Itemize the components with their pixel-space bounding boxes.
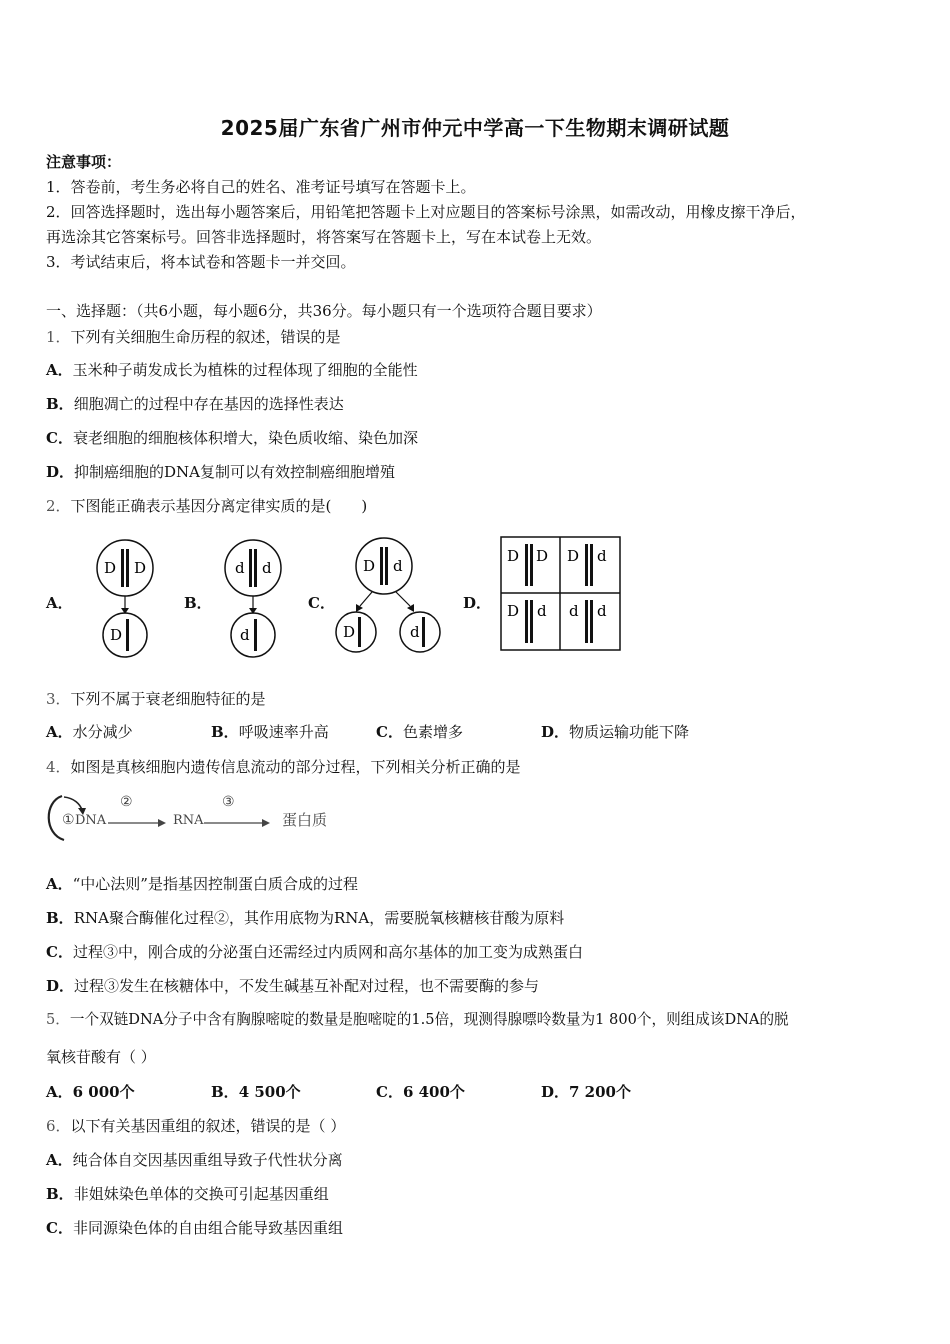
gene-label: d xyxy=(393,557,403,575)
option-text: 呼吸速率升高 xyxy=(238,723,329,741)
gene-label: d xyxy=(597,602,607,620)
gene-label: D xyxy=(567,547,580,565)
option-text: 抑制癌细胞的DNA复制可以有效控制癌细胞增殖 xyxy=(74,463,396,481)
question-6-stem xyxy=(46,1116,345,1136)
q4-option-d[interactable] xyxy=(46,976,539,996)
option-text: 纯合体自交因基因重组导致子代性状分离 xyxy=(72,1151,343,1169)
question-number: 5． xyxy=(46,1011,70,1028)
gene-label: D xyxy=(343,623,356,641)
gene-label: d xyxy=(569,602,579,620)
page-title: 2025届广东省广州市仲元中学高一下生物期末调研试题 xyxy=(220,116,730,140)
q4-option-a[interactable] xyxy=(46,874,358,894)
q3-option-b[interactable] xyxy=(211,722,329,742)
question-5-stem xyxy=(46,1010,789,1030)
q2-label-c[interactable]: C． xyxy=(308,594,335,612)
option-label: B． xyxy=(46,909,74,927)
q3-option-a[interactable] xyxy=(46,722,133,742)
option-text: 过程③中，刚合成的分泌蛋白还需经过内质网和高尔基体的加工变为成熟蛋白 xyxy=(72,943,583,961)
question-4-stem xyxy=(46,757,521,777)
gene-label: D xyxy=(134,559,147,577)
option-label: D． xyxy=(541,723,570,741)
question-1-stem xyxy=(46,327,341,347)
option-label: B． xyxy=(211,723,239,741)
step-2-label: ② xyxy=(120,794,133,810)
gene-label: D xyxy=(507,602,520,620)
option-label: A． xyxy=(46,1151,73,1169)
question-3-stem xyxy=(46,689,266,709)
option-text: 6 400个 xyxy=(402,1083,465,1101)
option-text: 过程③发生在核糖体中，不发生碱基互补配对过程，也不需要酶的参与 xyxy=(74,977,540,995)
q1-option-b[interactable] xyxy=(46,394,344,414)
option-text: 非姐妹染色单体的交换可引起基因重组 xyxy=(73,1185,329,1203)
option-label: B． xyxy=(211,1083,239,1101)
q4-option-b[interactable] xyxy=(46,908,564,928)
q1-option-d[interactable] xyxy=(46,462,395,482)
option-label: C． xyxy=(376,1083,403,1101)
option-label: D． xyxy=(46,977,75,995)
question-text: 下图能正确表示基因分离定律实质的是( ) xyxy=(70,497,368,515)
gene-label: D xyxy=(507,547,520,565)
notice-heading: 注意事项： xyxy=(46,153,122,171)
option-label: D． xyxy=(541,1083,570,1101)
option-label: A． xyxy=(46,361,73,379)
gene-label: d xyxy=(410,623,420,641)
q5-option-a[interactable] xyxy=(46,1082,135,1102)
question-number: 2． xyxy=(46,497,71,515)
q2-label-b[interactable]: B． xyxy=(184,594,212,612)
notice-item: 3．考试结束后，将本试卷和答题卡一并交回。 xyxy=(46,253,356,271)
notice-item: 1．答卷前，考生务必将自己的姓名、准考证号填写在答题卡上。 xyxy=(46,178,476,196)
q6-option-a[interactable] xyxy=(46,1150,343,1170)
option-label: C． xyxy=(376,723,403,741)
q2-label-a[interactable]: A． xyxy=(46,594,73,612)
option-text: 非同源染色体的自由组合能导致基因重组 xyxy=(72,1219,343,1237)
q5-option-c[interactable] xyxy=(376,1082,465,1102)
option-text: “中心法则”是指基因控制蛋白质合成的过程 xyxy=(72,875,358,893)
q2-figure-c xyxy=(334,536,450,660)
option-text: 细胞凋亡的过程中存在基因的选择性表达 xyxy=(73,395,344,413)
gene-label: D xyxy=(363,557,376,575)
protein-label: 蛋白质 xyxy=(282,811,328,829)
step-1-label: ① xyxy=(62,812,75,828)
gene-label: D xyxy=(104,559,117,577)
question-text: 以下有关基因重组的叙述，错误的是（ ） xyxy=(70,1117,346,1135)
option-label: A． xyxy=(46,875,73,893)
q4-option-c[interactable] xyxy=(46,942,583,962)
q4-flow-diagram xyxy=(42,788,342,848)
option-label: D． xyxy=(46,463,75,481)
gene-label: d xyxy=(235,559,245,577)
q2-figure-b xyxy=(216,538,296,660)
option-text: 水分减少 xyxy=(72,723,133,741)
question-2-stem xyxy=(46,496,367,516)
question-5-stem-cont: 氧核苷酸有（ ） xyxy=(46,1048,156,1066)
option-label: A． xyxy=(46,1083,73,1101)
option-text: RNA聚合酶催化过程②，其作用底物为RNA，需要脱氧核糖核苷酸为原料 xyxy=(73,909,565,927)
option-label: B． xyxy=(46,395,74,413)
gene-label: d xyxy=(597,547,607,565)
option-text: 6 000个 xyxy=(72,1083,135,1101)
notice-item: 再选涂其它答案标号。回答非选择题时，将答案写在答题卡上，写在本试卷上无效。 xyxy=(46,228,602,246)
question-text: 如图是真核细胞内遗传信息流动的部分过程，下列相关分析正确的是 xyxy=(70,758,521,776)
q3-option-c[interactable] xyxy=(376,722,463,742)
q5-option-b[interactable] xyxy=(211,1082,301,1102)
gene-label: d xyxy=(240,626,250,644)
option-text: 衰老细胞的细胞核体积增大，染色质收缩、染色加深 xyxy=(72,429,418,447)
question-text: 一个双链DNA分子中含有胸腺嘧啶的数量是胞嘧啶的1.5倍，现测得腺嘌呤数量为1 800个，则组成该DNA的脱 xyxy=(69,1011,789,1028)
q5-option-d[interactable] xyxy=(541,1082,631,1102)
option-label: C． xyxy=(46,1219,73,1237)
q6-option-c[interactable] xyxy=(46,1218,343,1238)
q1-option-a[interactable] xyxy=(46,360,418,380)
question-number: 1． xyxy=(46,328,71,346)
question-text: 下列有关细胞生命历程的叙述，错误的是 xyxy=(70,328,341,346)
option-label: A． xyxy=(46,723,73,741)
option-text: 7 200个 xyxy=(569,1083,631,1101)
gene-label: d xyxy=(537,602,547,620)
question-number: 3． xyxy=(46,690,71,708)
dna-label: DNA xyxy=(75,813,107,828)
q6-option-b[interactable] xyxy=(46,1184,329,1204)
gene-label: d xyxy=(262,559,272,577)
gene-label: D xyxy=(110,626,123,644)
question-text: 下列不属于衰老细胞特征的是 xyxy=(70,690,266,708)
option-text: 色素增多 xyxy=(402,723,463,741)
q1-option-c[interactable] xyxy=(46,428,418,448)
option-label: B． xyxy=(46,1185,74,1203)
option-text: 玉米种子萌发成长为植株的过程体现了细胞的全能性 xyxy=(72,361,418,379)
option-label: C． xyxy=(46,943,73,961)
q2-figure-a xyxy=(88,538,168,660)
notice-item: 2．回答选择题时，选出每小题答案后，用铅笔把答题卡上对应题目的答案标号涂黑，如需改动，用橡皮擦干净后， xyxy=(46,203,806,221)
rna-label: RNA xyxy=(173,813,204,828)
question-number: 4． xyxy=(46,758,71,776)
gene-label: D xyxy=(536,547,549,565)
question-number: 6． xyxy=(46,1117,71,1135)
q2-label-d[interactable]: D． xyxy=(463,594,492,612)
step-3-label: ③ xyxy=(222,794,235,810)
q3-option-d[interactable] xyxy=(541,722,689,742)
section-heading: 一、选择题：（共6小题，每小题6分，共36分。每小题只有一个选项符合题目要求） xyxy=(46,302,602,320)
option-text: 物质运输功能下降 xyxy=(569,723,690,741)
option-label: C． xyxy=(46,429,73,447)
option-text: 4 500个 xyxy=(238,1083,301,1101)
q2-figure-d xyxy=(500,536,622,652)
